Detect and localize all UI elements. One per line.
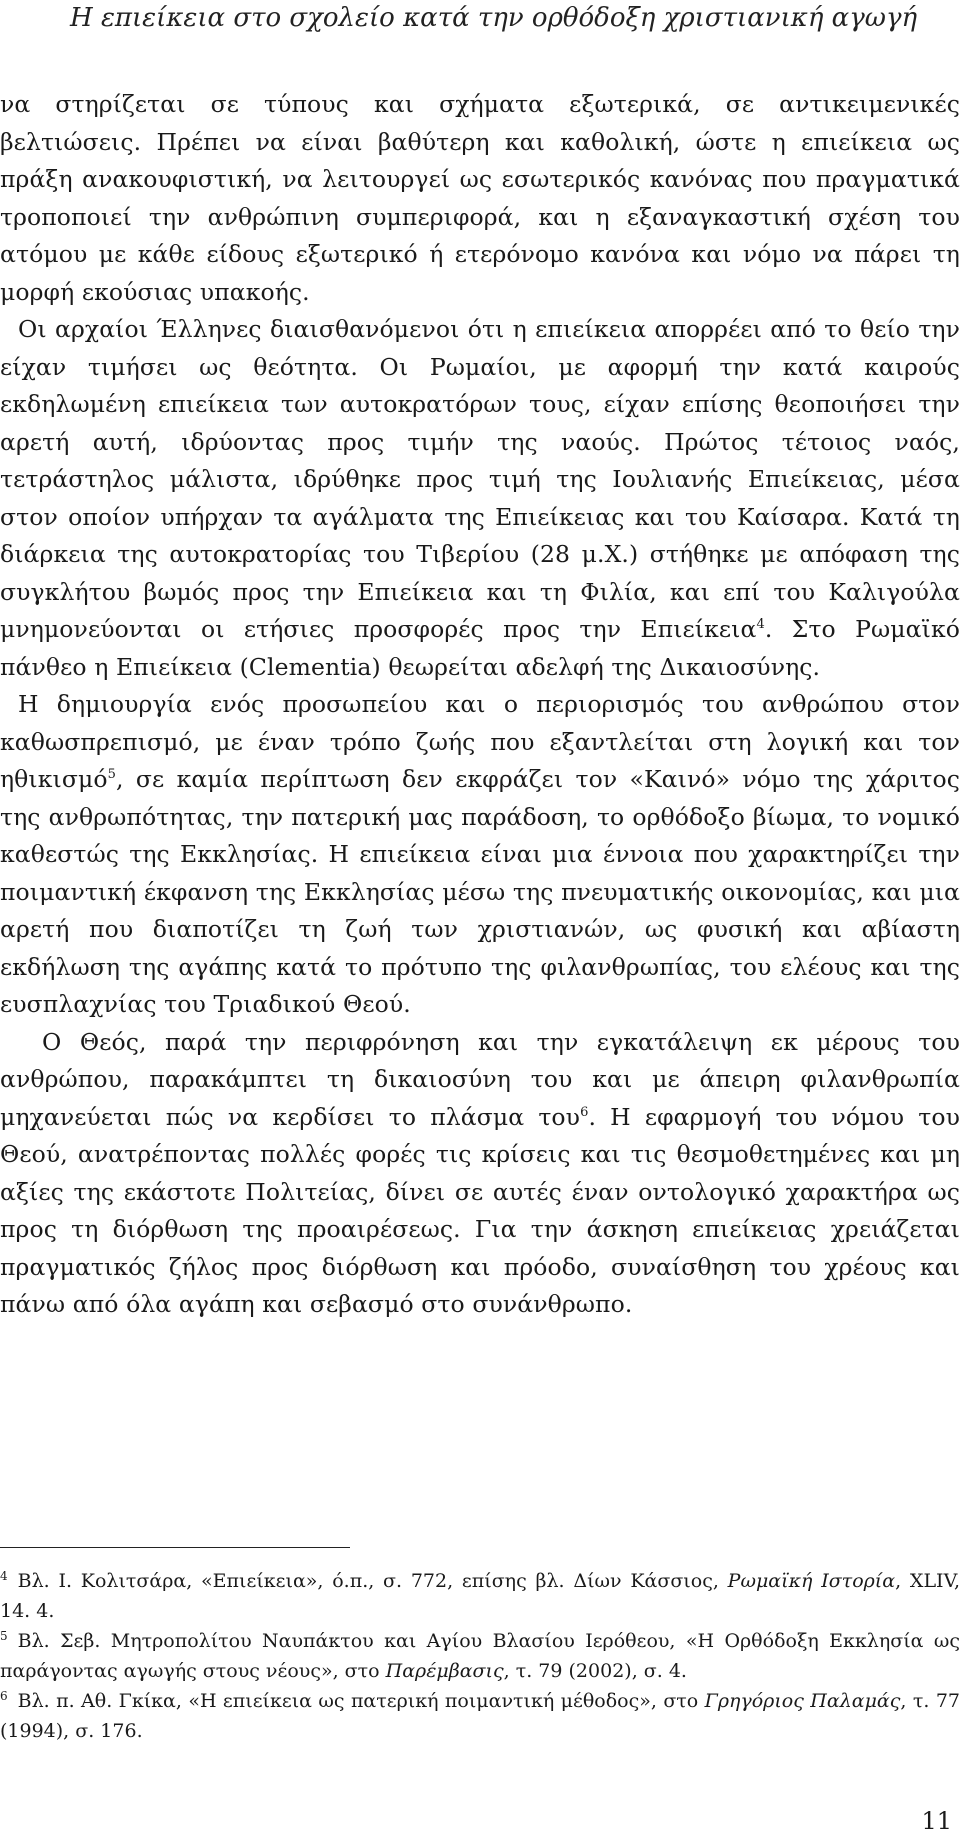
footnote-ref-6: 6 bbox=[580, 1104, 589, 1120]
text-segment: Βλ. Σεβ. Μητροπολίτου Ναυπάκτου και Αγίου Βλασίου Ιερόθεου, «Η Ορθόδοξη Εκκλησία ως παράγοντας αγωγής στους νέους», στο bbox=[0, 1630, 960, 1682]
running-header: Η επιείκεια στο σχολείο κατά την ορθόδοξη χριστιανική αγωγή bbox=[70, 3, 918, 33]
text-segment: , τ. 77 (1994), σ. 176. bbox=[0, 1690, 960, 1742]
footnote-number: 4 bbox=[0, 1569, 8, 1583]
paragraph-2 bbox=[0, 311, 960, 686]
italic-title: Γρηγόριος Παλαμάς bbox=[704, 1690, 901, 1712]
footnote-ref-5: 5 bbox=[107, 767, 116, 782]
paragraph-1 bbox=[0, 86, 960, 311]
footnote-number: 6 bbox=[0, 1689, 8, 1703]
footnote-5 bbox=[0, 1626, 960, 1686]
paragraph-4 bbox=[0, 1024, 960, 1324]
footnote-4 bbox=[0, 1566, 960, 1626]
footnote-number: 5 bbox=[0, 1629, 8, 1643]
footnote-6 bbox=[0, 1686, 960, 1746]
text-segment: , τ. 79 (2002), σ. 4. bbox=[503, 1660, 687, 1682]
text-segment: . Στο Ρωμαϊκό πάνθεο η Επιείκεια (Clementia) θεωρείται αδελφή της Δικαιοσύνης. bbox=[0, 615, 960, 681]
text-segment: , XLIV, 14. 4. bbox=[0, 1570, 960, 1622]
footnotes bbox=[0, 1566, 960, 1746]
text-segment: . Η εφαρμογή του νόμου του Θεού, ανατρέποντας πολλές φορές τις κρίσεις και τις θεσμοθετημένες και μη αξίες της εκάστοτε Πολιτείας, δίνει σε αυτές έναν οντολογικό χαρακτήρα ως προς τη διόρθωση της προαιρέσεως. Για την άσκηση επιείκειας χρειάζεται πραγματικός ζήλος προς διόρθωση και πρόοδο, συναίσθηση του χρέους και πάνω από όλα αγάπη και σεβασμό στο συνάνθρωπο. bbox=[0, 1102, 960, 1318]
footnote-divider bbox=[0, 1547, 350, 1548]
paragraph-3 bbox=[0, 686, 960, 1024]
text-segment: , σε καμία περίπτωση δεν εκφράζει τον «Καινό» νόμο της χάριτος της ανθρωπότητας, την πατερική μας παράδοση, το ορθόδοξο βίωμα, το νομικό καθεστώς της Εκκλησίας. Η επιείκεια είναι μια έννοια που χαρακτηρίζει την ποιμαντική έκφανση της Εκκλησίας μέσω της πνευματικής οικονομίας, και μια αρετή που διαποτίζει τη ζωή των χριστιανών, ως φυσική και αβίαστη εκδήλωση της αγάπης κατά το πρότυπο της φιλανθρωπίας, του ελέους και της ευσπλαχνίας του Τριαδικού Θεού. bbox=[0, 765, 960, 1018]
text-segment: Βλ. Ι. Κολιτσάρα, «Επιείκεια», ό.π., σ. 772, επίσης βλ. Δίων Κάσσιος, bbox=[17, 1570, 728, 1592]
text-segment: Οι αρχαίοι Έλληνες διαισθανόμενοι ότι η επιείκεια απορρέει από το θείο την είχαν τιμήσει ως θεότητα. Οι Ρωμαίοι, με αφορμή την κατά καιρούς εκδηλωμένη επιείκεια των αυτοκρατόρων τους, είχαν επίσης θεοποιήσει την αρετή αυτή, ιδρύοντας προς τιμήν της ναούς. Πρώτος τέτοιος ναός, τετράστηλος μάλιστα, ιδρύθηκε προς τιμή της Ιουλιανής Επιείκειας, μέσα στον οποίον υπήρχαν τα αγάλματα της Επιείκειας και του Καίσαρα. Κατά τη διάρκεια της αυτοκρατορίας του Τιβερίου (28 μ.Χ.) στήθηκε με απόφαση της συγκλήτου βωμός προς την Επιείκεια και τη Φιλία, και επί του Καλιγούλα μνημονεύονται οι ετήσιες προσφορές προς την Επιείκεια bbox=[0, 315, 960, 643]
page-number: 11 bbox=[921, 1807, 952, 1835]
text-segment: να στηρίζεται σε τύπους και σχήματα εξωτερικά, σε αντικειμενικές βελτιώσεις. Πρέπει να είναι βαθύτερη και καθολική, ώστε η επιείκεια ως πράξη ανακουφιστική, να λειτουργεί ως εσωτερικός κανόνας που πραγματικά τροποποιεί την ανθρώπινη συμπεριφορά, και η εξαναγκαστική σχέση του ατόμου με κάθε είδους εξωτερικό ή ετερόνομο κανόνα και νόμο να πάρει τη μορφή εκούσιας υπακοής. bbox=[0, 90, 960, 306]
text-segment: Ο Θεός, παρά την περιφρόνηση και την εγκατάλειψη εκ μέρους του ανθρώπου, παρακάμπτει τη δικαιοσύνη του και με άπειρη φιλανθρωπία μηχανεύεται πώς να κερδίσει το πλάσμα του bbox=[0, 1027, 960, 1131]
italic-title: Ρωμαϊκή Ιστορία bbox=[727, 1570, 896, 1592]
text-segment: Η δημιουργία ενός προσωπείου και ο περιορισμός του ανθρώπου στον καθωσπρεπισμό, με έναν τρόπο ζωής που εξαντλείται στη λογική και τον ηθικισμό bbox=[0, 690, 960, 793]
italic-title: Παρέμβασις bbox=[385, 1660, 504, 1682]
text-segment: Βλ. π. Αθ. Γκίκα, «Η επιείκεια ως πατερική ποιμαντική μέθοδος», στο bbox=[17, 1690, 705, 1712]
body-text bbox=[0, 86, 960, 1324]
footnote-ref-4: 4 bbox=[756, 617, 765, 632]
